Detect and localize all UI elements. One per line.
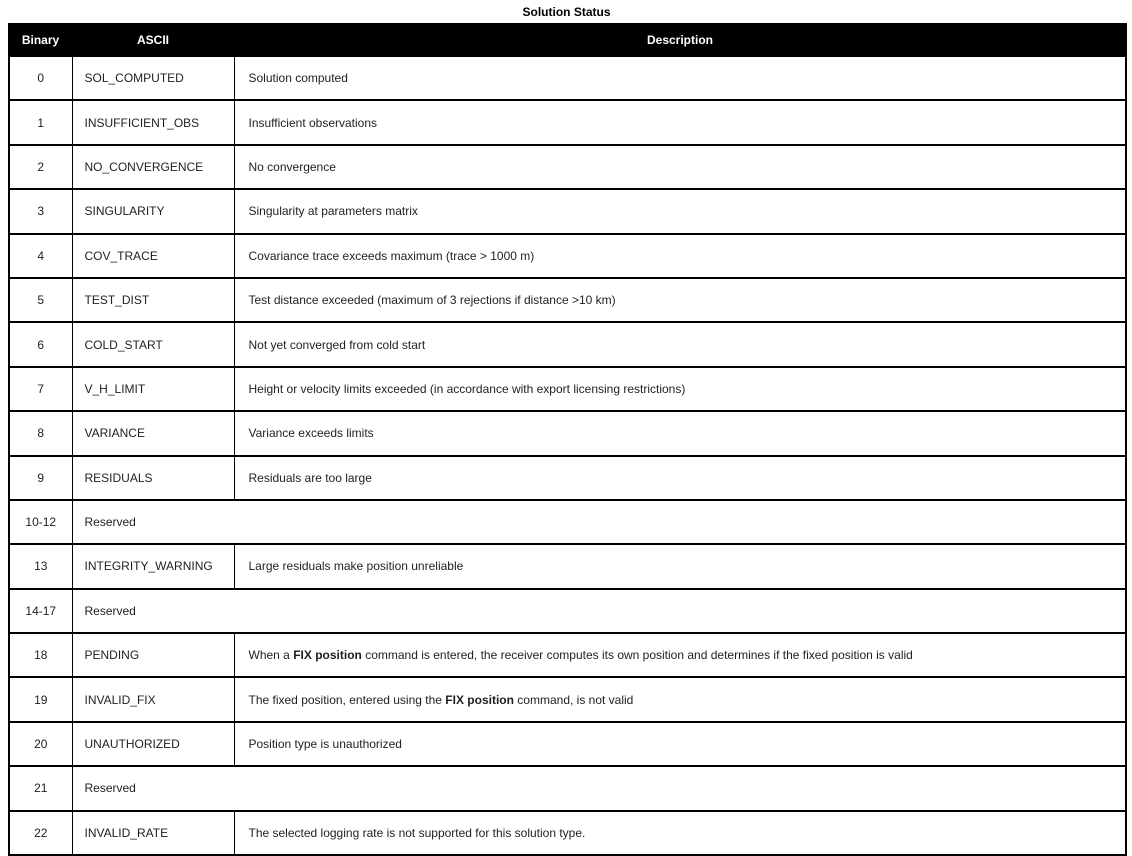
binary-cell: 1 bbox=[9, 100, 72, 144]
ascii-cell: RESIDUALS bbox=[72, 456, 234, 500]
ascii-cell: INSUFFICIENT_OBS bbox=[72, 100, 234, 144]
ascii-cell: TEST_DIST bbox=[72, 278, 234, 322]
ascii-cell: UNAUTHORIZED bbox=[72, 722, 234, 766]
ascii-cell: NO_CONVERGENCE bbox=[72, 145, 234, 189]
binary-cell: 8 bbox=[9, 411, 72, 455]
binary-cell: 2 bbox=[9, 145, 72, 189]
header-row bbox=[9, 24, 1126, 56]
ascii-cell: PENDING bbox=[72, 633, 234, 677]
binary-cell: 4 bbox=[9, 234, 72, 278]
binary-cell: 14-17 bbox=[9, 589, 72, 633]
description-cell: Position type is unauthorized bbox=[234, 722, 1126, 766]
table-row bbox=[9, 56, 1126, 100]
table-row bbox=[9, 278, 1126, 322]
table-row bbox=[9, 411, 1126, 455]
description-cell: Covariance trace exceeds maximum (trace > 1000 m) bbox=[234, 234, 1126, 278]
binary-cell: 3 bbox=[9, 189, 72, 233]
description-cell: The selected logging rate is not supported for this solution type. bbox=[234, 811, 1126, 855]
binary-cell: 22 bbox=[9, 811, 72, 855]
description-cell: Solution computed bbox=[234, 56, 1126, 100]
ascii-cell: Reserved bbox=[72, 500, 1126, 544]
description-cell: The fixed position, entered using the FIX position command, is not valid bbox=[234, 677, 1126, 721]
ascii-cell: COV_TRACE bbox=[72, 234, 234, 278]
description-cell: Large residuals make position unreliable bbox=[234, 544, 1126, 588]
ascii-cell: INVALID_FIX bbox=[72, 677, 234, 721]
ascii-cell: COLD_START bbox=[72, 322, 234, 366]
ascii-cell: Reserved bbox=[72, 766, 1126, 810]
binary-cell: 10-12 bbox=[9, 500, 72, 544]
description-cell: Insufficient observations bbox=[234, 100, 1126, 144]
table-row bbox=[9, 811, 1126, 855]
table-row bbox=[9, 456, 1126, 500]
description-cell: When a FIX position command is entered, the receiver computes its own position and determines if the fixed position is valid bbox=[234, 633, 1126, 677]
description-cell: Residuals are too large bbox=[234, 456, 1126, 500]
binary-cell: 20 bbox=[9, 722, 72, 766]
ascii-cell: SOL_COMPUTED bbox=[72, 56, 234, 100]
page bbox=[8, 0, 1125, 856]
binary-cell: 7 bbox=[9, 367, 72, 411]
description-cell: Singularity at parameters matrix bbox=[234, 189, 1126, 233]
binary-cell: 9 bbox=[9, 456, 72, 500]
table-row bbox=[9, 677, 1126, 721]
binary-cell: 0 bbox=[9, 56, 72, 100]
table-row bbox=[9, 189, 1126, 233]
ascii-cell: V_H_LIMIT bbox=[72, 367, 234, 411]
table-row bbox=[9, 234, 1126, 278]
table-row bbox=[9, 722, 1126, 766]
table-body bbox=[9, 56, 1126, 855]
header-ascii: ASCII bbox=[72, 24, 234, 56]
table-header bbox=[9, 24, 1126, 56]
table-row bbox=[9, 766, 1126, 810]
table-row bbox=[9, 322, 1126, 366]
description-cell: No convergence bbox=[234, 145, 1126, 189]
binary-cell: 19 bbox=[9, 677, 72, 721]
table-row bbox=[9, 589, 1126, 633]
table-row bbox=[9, 100, 1126, 144]
description-cell: Not yet converged from cold start bbox=[234, 322, 1126, 366]
table-row bbox=[9, 145, 1126, 189]
binary-cell: 21 bbox=[9, 766, 72, 810]
binary-cell: 18 bbox=[9, 633, 72, 677]
solution-status-table bbox=[8, 23, 1127, 856]
binary-cell: 5 bbox=[9, 278, 72, 322]
ascii-cell: INTEGRITY_WARNING bbox=[72, 544, 234, 588]
binary-cell: 13 bbox=[9, 544, 72, 588]
ascii-cell: SINGULARITY bbox=[72, 189, 234, 233]
ascii-cell: Reserved bbox=[72, 589, 1126, 633]
table-row bbox=[9, 367, 1126, 411]
description-cell: Variance exceeds limits bbox=[234, 411, 1126, 455]
header-binary: Binary bbox=[9, 24, 72, 56]
table-row bbox=[9, 633, 1126, 677]
table-row bbox=[9, 544, 1126, 588]
page-title: Solution Status bbox=[522, 5, 611, 19]
table-row bbox=[9, 500, 1126, 544]
binary-cell: 6 bbox=[9, 322, 72, 366]
header-description: Description bbox=[234, 24, 1126, 56]
ascii-cell: INVALID_RATE bbox=[72, 811, 234, 855]
ascii-cell: VARIANCE bbox=[72, 411, 234, 455]
description-cell: Height or velocity limits exceeded (in accordance with export licensing restrictions) bbox=[234, 367, 1126, 411]
description-cell: Test distance exceeded (maximum of 3 rejections if distance >10 km) bbox=[234, 278, 1126, 322]
